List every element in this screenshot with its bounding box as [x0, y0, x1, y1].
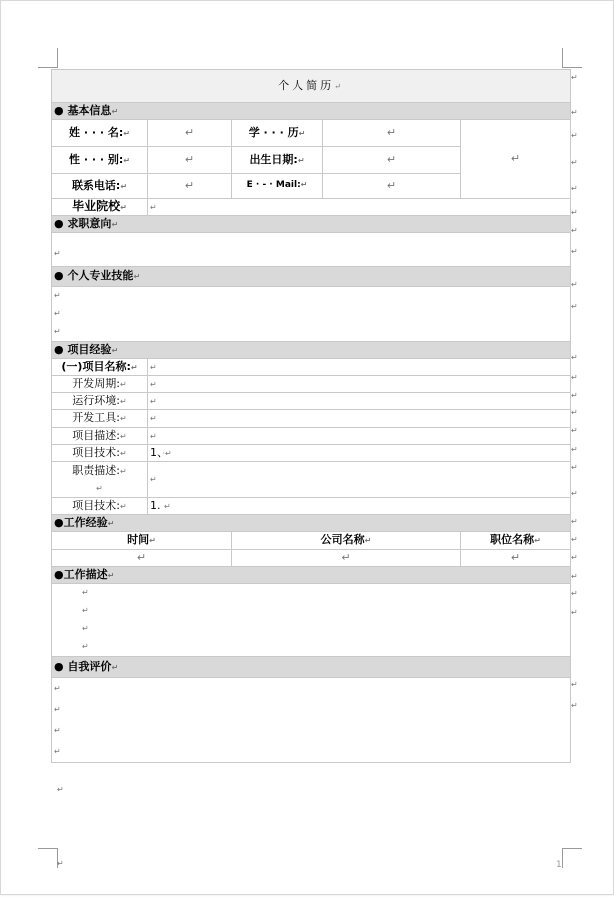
project-tools-value[interactable]: ↵: [148, 410, 571, 428]
page-number: 1: [556, 860, 562, 870]
project-tools-label: 开发工具:↵: [52, 410, 148, 428]
row-end-mark: [571, 209, 578, 217]
birth-value[interactable]: ↵: [323, 147, 461, 174]
project-tech2-label: 项目技术:↵: [52, 498, 148, 515]
section-self-eval: ● 自我评价↵: [52, 657, 571, 678]
project-env-label: 运行环境:↵: [52, 393, 148, 410]
row-end-mark: [571, 248, 578, 256]
section-work: ●工作经验↵: [52, 515, 571, 532]
row-end-mark: [571, 490, 578, 498]
phone-label: 联系电话:↵: [52, 174, 148, 199]
crop-mark-bottom-right-h: [562, 848, 582, 849]
row-end-mark: [571, 702, 578, 710]
email-value[interactable]: ↵: [323, 174, 461, 199]
project-name-value[interactable]: ↵: [148, 359, 571, 376]
crop-mark-bottom-right-v: [562, 848, 563, 868]
photo-cell[interactable]: ↵: [461, 120, 571, 199]
row-end-mark: [571, 109, 578, 117]
objective-content[interactable]: ↵: [52, 233, 571, 267]
row-end-mark: [571, 132, 578, 140]
crop-mark-bottom-left-h: [38, 848, 58, 849]
project-desc-value[interactable]: ↵: [148, 428, 571, 445]
row-end-mark: [571, 464, 578, 472]
phone-value[interactable]: ↵: [148, 174, 232, 199]
gender-label: 性 · · · 别:↵: [52, 147, 148, 174]
project-tech2-value[interactable]: 1. ↵: [148, 498, 571, 515]
birth-label: 出生日期:↵: [232, 147, 323, 174]
work-position-value[interactable]: ↵: [461, 550, 571, 567]
row-end-mark: [571, 159, 578, 167]
crop-mark-top-left-v: [57, 48, 58, 68]
project-tech-value[interactable]: 1、·↵: [148, 445, 571, 462]
row-end-mark: [571, 392, 578, 400]
education-value[interactable]: ↵: [323, 120, 461, 147]
end-paragraph-mark: [57, 786, 64, 794]
row-end-mark: [571, 590, 578, 598]
row-end-mark: [571, 446, 578, 454]
project-duty-value[interactable]: ↵: [148, 462, 571, 498]
work-desc-content[interactable]: ↵ ↵ ↵ ↵: [52, 584, 571, 657]
row-end-mark: [571, 681, 578, 689]
section-basic-info: ● 基本信息↵: [52, 103, 571, 120]
project-period-label: 开发周期:↵: [52, 376, 148, 393]
project-env-value[interactable]: ↵: [148, 393, 571, 410]
row-end-mark: [571, 573, 578, 581]
row-end-mark: [571, 518, 578, 526]
email-label: E · - · Mail:↵: [232, 174, 323, 199]
project-desc-label: 项目描述:↵: [52, 428, 148, 445]
section-work-desc: ●工作描述↵: [52, 567, 571, 584]
section-objective: ● 求职意向↵: [52, 216, 571, 233]
row-end-mark: [571, 554, 578, 562]
row-end-mark: [571, 227, 578, 235]
row-end-mark: [571, 409, 578, 417]
skills-content[interactable]: ↵ ↵ ↵: [52, 287, 571, 342]
row-end-mark: [571, 281, 578, 289]
work-col-position: 职位名称↵: [461, 532, 571, 550]
work-col-time: 时间↵: [52, 532, 232, 550]
project-period-value[interactable]: ↵: [148, 376, 571, 393]
work-time-value[interactable]: ↵: [52, 550, 232, 567]
project-duty-label: 职责描述:↵ ↵: [52, 462, 148, 498]
row-end-mark: [571, 536, 578, 544]
school-value[interactable]: ↵: [148, 199, 571, 216]
row-end-mark: [571, 354, 578, 362]
row-end-mark: [571, 74, 578, 82]
name-label: 姓 · · · 名:↵: [52, 120, 148, 147]
row-end-mark: [571, 303, 578, 311]
project-name-label: (一)项目名称:↵: [52, 359, 148, 376]
school-label: 毕业院校↵: [52, 199, 148, 216]
education-label: 学 · · · 历↵: [232, 120, 323, 147]
row-end-mark: [571, 185, 578, 193]
crop-mark-top-left-h: [38, 67, 58, 68]
work-col-company: 公司名称↵: [232, 532, 461, 550]
crop-mark-top-right-v: [562, 48, 563, 68]
work-company-value[interactable]: ↵: [232, 550, 461, 567]
project-tech-label: 项目技术:↵: [52, 445, 148, 462]
row-end-mark: [571, 427, 578, 435]
section-skills: ● 个人专业技能↵: [52, 267, 571, 287]
self-eval-content[interactable]: ↵ ↵ ↵ ↵: [52, 678, 571, 763]
name-value[interactable]: ↵: [148, 120, 232, 147]
crop-mark-top-right-h: [562, 67, 582, 68]
row-end-mark: [571, 609, 578, 617]
row-end-mark: [571, 374, 578, 382]
page-title: 个人简历↵: [52, 70, 571, 103]
resume-table: [51, 69, 571, 763]
gender-value[interactable]: ↵: [148, 147, 232, 174]
section-projects: ● 项目经验↵: [52, 342, 571, 359]
footer-paragraph-mark: [57, 860, 64, 868]
